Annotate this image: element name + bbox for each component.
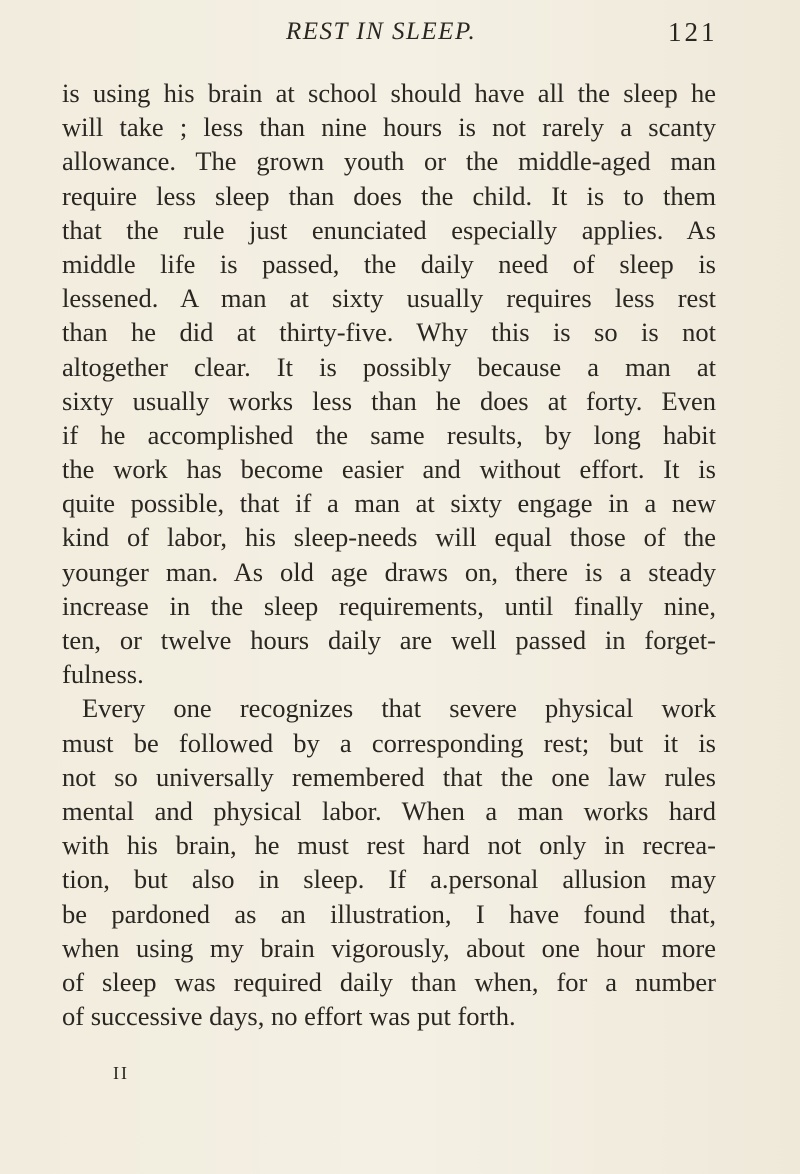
text-line: Every one recognizes that severe physical work [82,693,716,724]
text-line: kind of labor, his sleep-needs will equal those of the [62,522,716,553]
signature-mark: II [113,1063,129,1083]
text-line: the work has become easier and without effort. It is [62,454,716,485]
text-line: ten, or twelve hours daily are well passed in forget- [62,625,716,655]
text-line: mental and physical labor. When a man works hard [62,795,716,826]
text-line: middle life is passed, the daily need of sleep is [62,248,716,279]
text-line: younger man. As old age draws on, there is a steady [62,556,716,587]
text-line: sixty usually works less than he does at forty. Even [62,385,716,416]
text-line: be pardoned as an illustration, I have found that, [62,898,716,929]
text-line: require less sleep than does the child. It is to them [62,180,716,211]
text-line: not so universally remembered that the one law rules [62,761,716,792]
text-line: of successive days, no effort was put forth. [62,1001,516,1032]
text-line: fulness. [62,659,144,690]
text-line: quite possible, that if a man at sixty engage in a new [62,488,716,519]
body-text [62,76,716,1033]
text-line: than he did at thirty-five. Why this is so is not [62,317,716,348]
text-line: is using his brain at school should have all the sleep he [62,78,716,108]
text-line: must be followed by a corresponding rest; but it is [62,727,716,758]
text-line: of sleep was required daily than when, for a number [62,966,716,997]
text-line: with his brain, he must rest hard not only in recrea- [62,830,716,861]
text-line: that the rule just enunciated especially applies. As [62,214,716,245]
running-title: REST IN SLEEP. [286,18,477,45]
text-line: when using my brain vigorously, about one hour more [62,932,716,963]
text-line: lessened. A man at sixty usually requires less rest [62,283,716,314]
text-line: will take ; less than nine hours is not rarely a scanty [62,112,716,143]
text-line: altogether clear. It is possibly because a man at [62,351,716,382]
page-number: 121 [668,17,718,47]
text-line: if he accomplished the same results, by long habit [62,419,716,450]
running-head [0,14,800,54]
text-line: tion, but also in sleep. If a.personal allusion may [62,864,716,895]
text-line: allowance. The grown youth or the middle-aged man [62,146,716,177]
text-line: increase in the sleep requirements, until finally nine, [62,590,716,621]
